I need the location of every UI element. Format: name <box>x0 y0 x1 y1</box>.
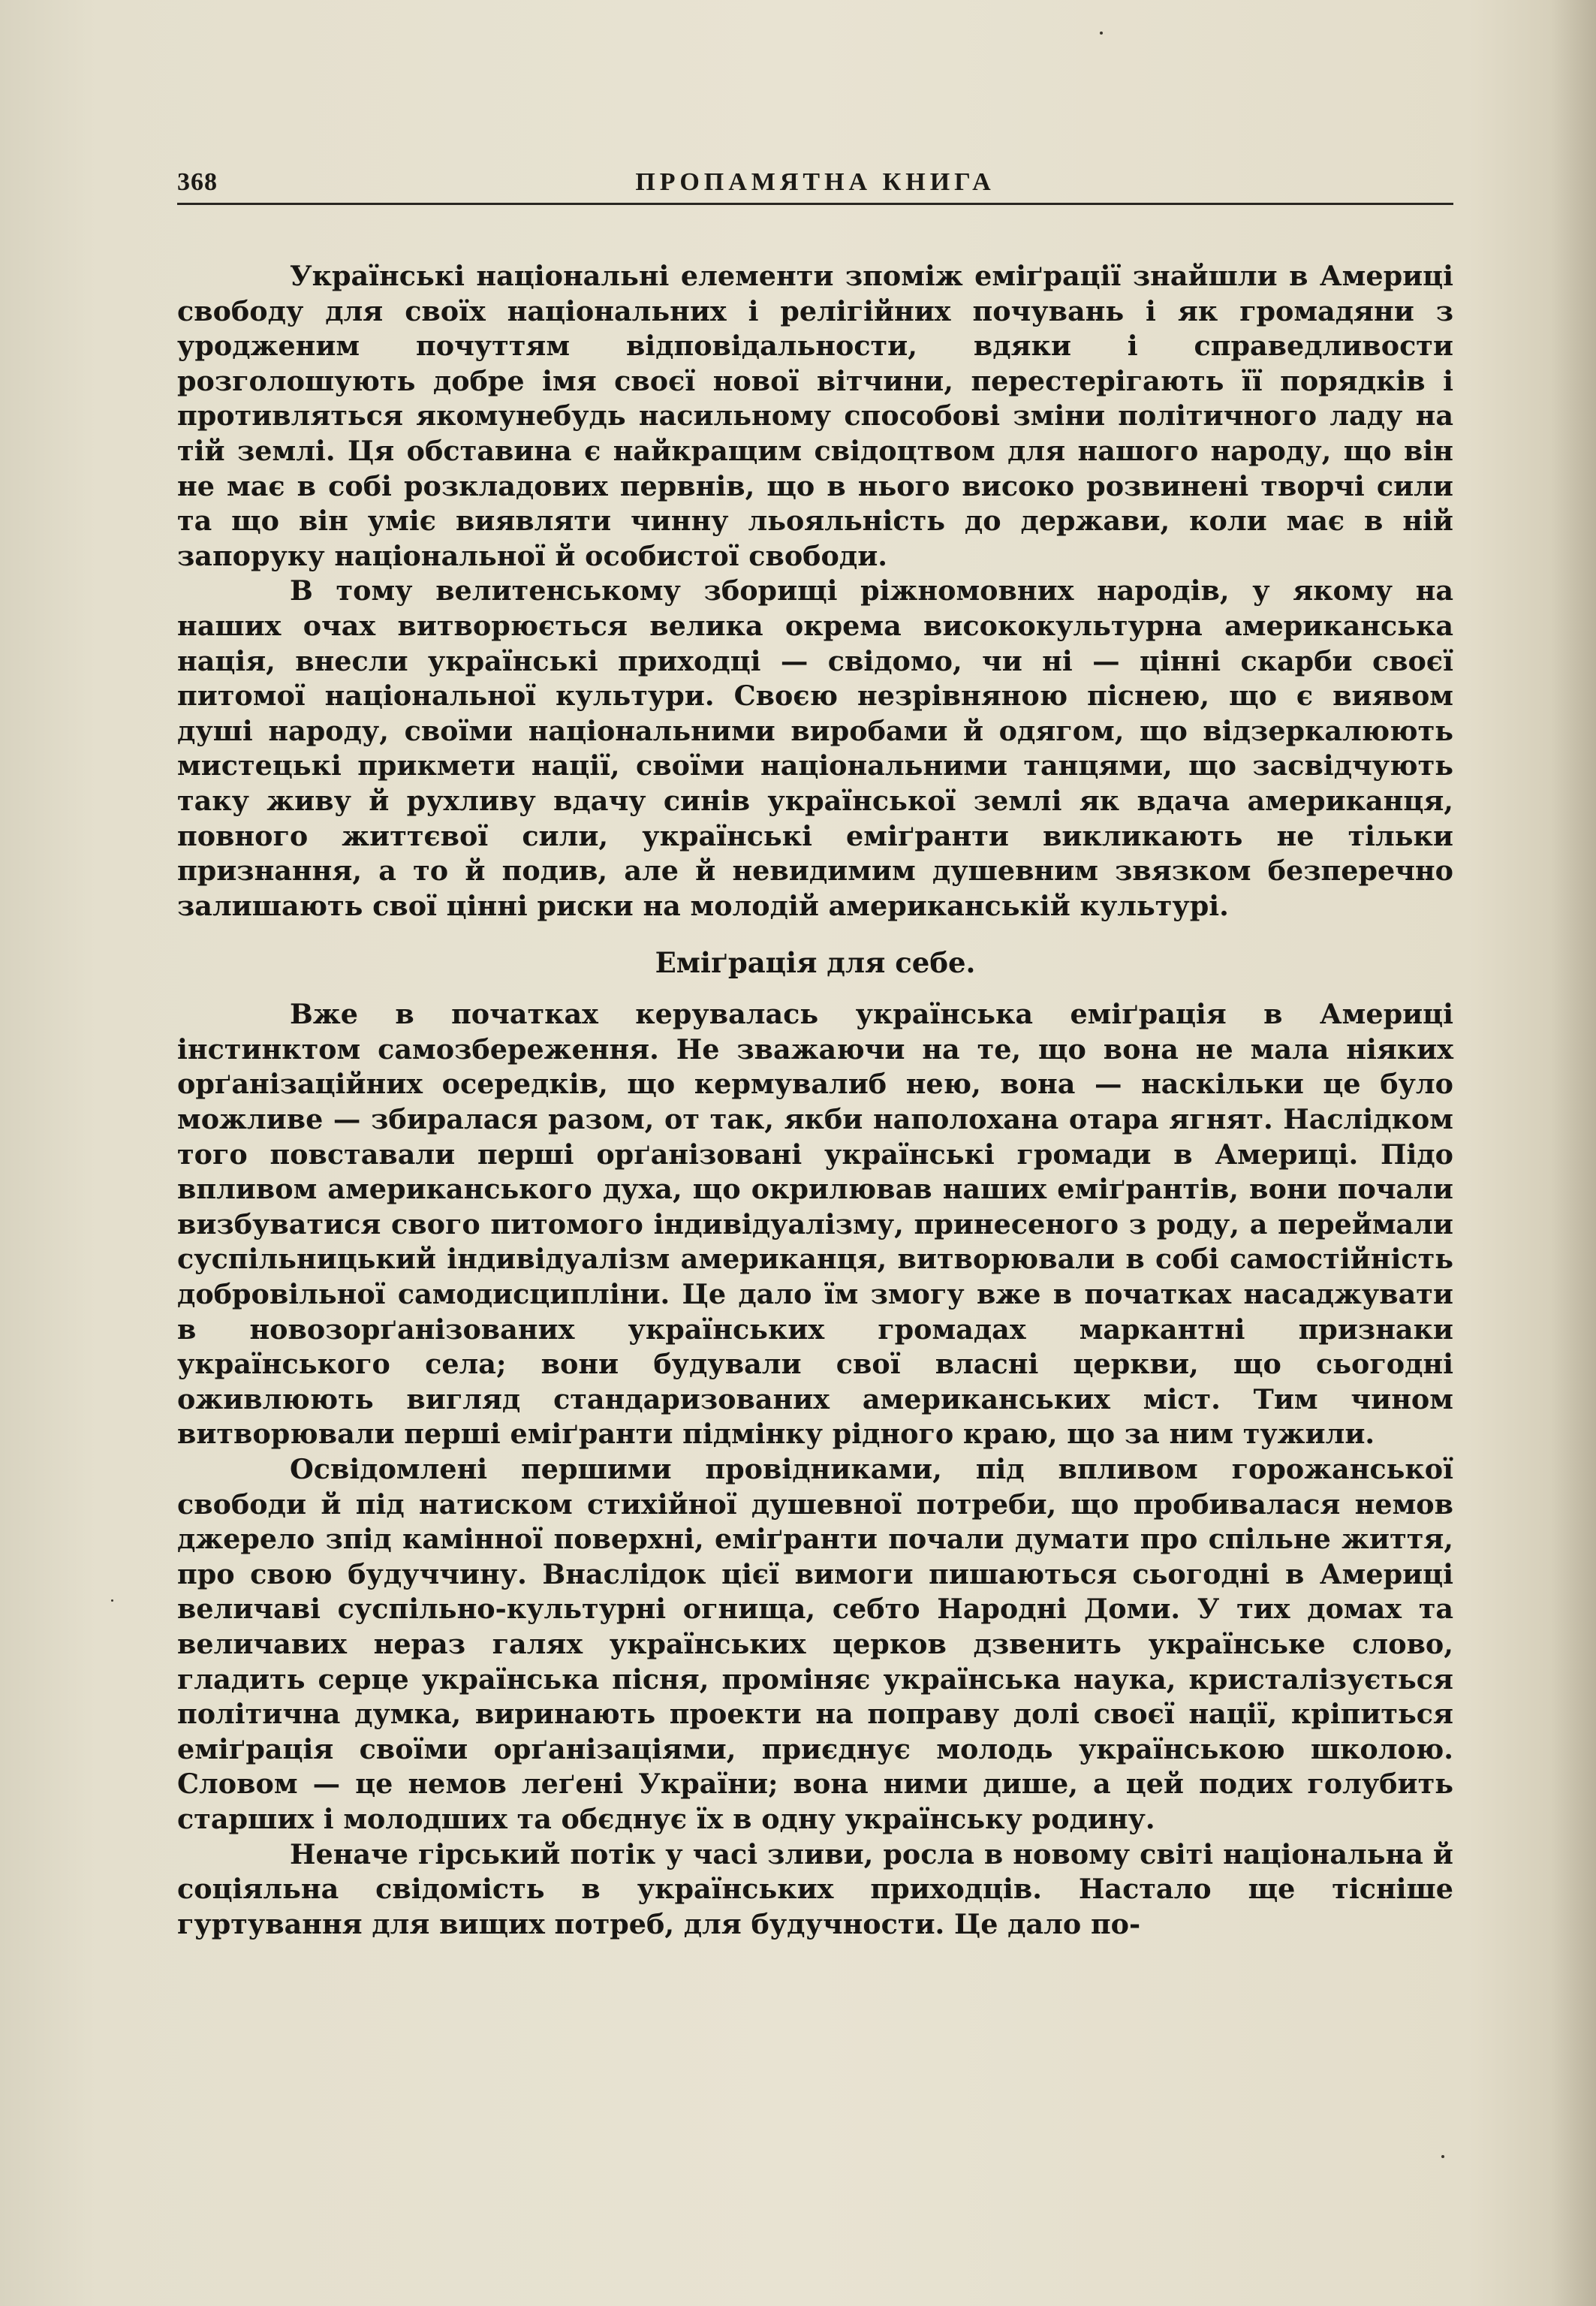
paper-speck <box>111 1599 113 1602</box>
paragraph: Освідомлені першими провідниками, під впливом горожанської свободи й під натиском стихійної душевної потреби, що пробивалася немов джерело зпід камінної поверхні, еміґранти почали думати про спільне життя, про свою будуччину. Внаслідок цієї вимоги пишаються сьогодні в Америці величаві суспільно-культурні огнища, себто Народні Доми. У тих домах та величавих нераз галях українських церков дзвенить українське слово, гладить серце українська пісня, проміняє українська наука, кристалізується політична думка, виринають проекти на поправу долі своєї нації, кріпиться еміґрація своїми орґанізаціями, приєднує молодь українською школою. Словом — це немов леґені України; вона ними дише, а цей подих голубить старших і молодших та обєднує їх в одну українську родину. <box>177 1453 1453 1835</box>
body-text <box>177 259 1453 1942</box>
paragraph: Неначе гірський потік у часі зливи, росла в новому світі національна й соціяльна свідомість в українських приходців. Настало ще тісніше гуртування для вищих потреб, для будучности. Це дало по- <box>177 1837 1453 1940</box>
paper-speck <box>1100 32 1103 35</box>
running-head <box>177 164 1453 203</box>
header-rule <box>177 203 1453 205</box>
page-number: 368 <box>177 168 218 196</box>
section-heading: Еміґрація для себе. <box>655 946 976 980</box>
paragraph: В тому велитенському зборищі ріжномовних народів, у якому на наших очах витворюється велика окрема висококультурна американська нація, внесли українські приходці — свідомо, чи ні — цінні скарби своєї питомої національної культури. Своєю незрівняною піснею, що є виявом душі народу, своїми національними виробами й одягом, що відзеркалюють мистецькі прикмети нації, своїми національними танцями, що засвідчують таку живу й рухливу вдачу синів української землі як вдача американця, повного життєвої сили, українські еміґранти викликають не тільки признання, а то й подив, але й невидимим душевним звязком безперечно залишають свої цінні риски на молодій американській культурі. <box>177 574 1453 922</box>
paragraph: Вже в початках керувалась українська еміґрація в Америці інстинктом самозбереження. Не зважаючи на те, що вона не мала ніяких орґанізаційних осередків, що кермувалиб нею, вона — наскільки це було можливе — збиралася разом, от так, якби наполохана отара ягнят. Наслідком того повставали перші орґанізовані українські громади в Америці. Підо впливом американського духа, що окрилював наших еміґрантів, вони почали визбуватися свого питомого індивідуалізму, принесеного з роду, а переймали суспільницький індивідуалізм американця, витворювали в собі самостійність добровільної самодисципліни. Це дало їм змогу вже в початках насаджувати в новозорґанізованих українських громадах маркантні признаки українського села; вони будували свої власні церкви, що сьогодні оживлюють вигляд стандаризованих американських міст. Тим чином витворювали перші еміґранти підмінку рідного краю, що за ним тужили. <box>177 998 1453 1451</box>
paragraph: Українські національні елементи зпоміж еміґрації знайшли в Америці свободу для своїх національних і релігійних почувань і як громадяни з уродженим почуттям відповідальности, вдяки і справедливости розголошують добре імя своєї нової вітчини, перестерігають її порядків і противляться якомунебудь насильному способові зміни політичного ладу на тій землі. Ця обставина є найкращим свідоцтвом для нашого народу, що він не має в собі розкладових первнів, що в нього високо розвинені творчі сили та що він уміє виявляти чинну льояльність до держави, коли має в ній запоруку національної й особистої свободи. <box>177 260 1453 572</box>
book-title: ПРОПАМЯТНА КНИГА <box>635 168 995 196</box>
paper-speck <box>1441 2155 1444 2158</box>
